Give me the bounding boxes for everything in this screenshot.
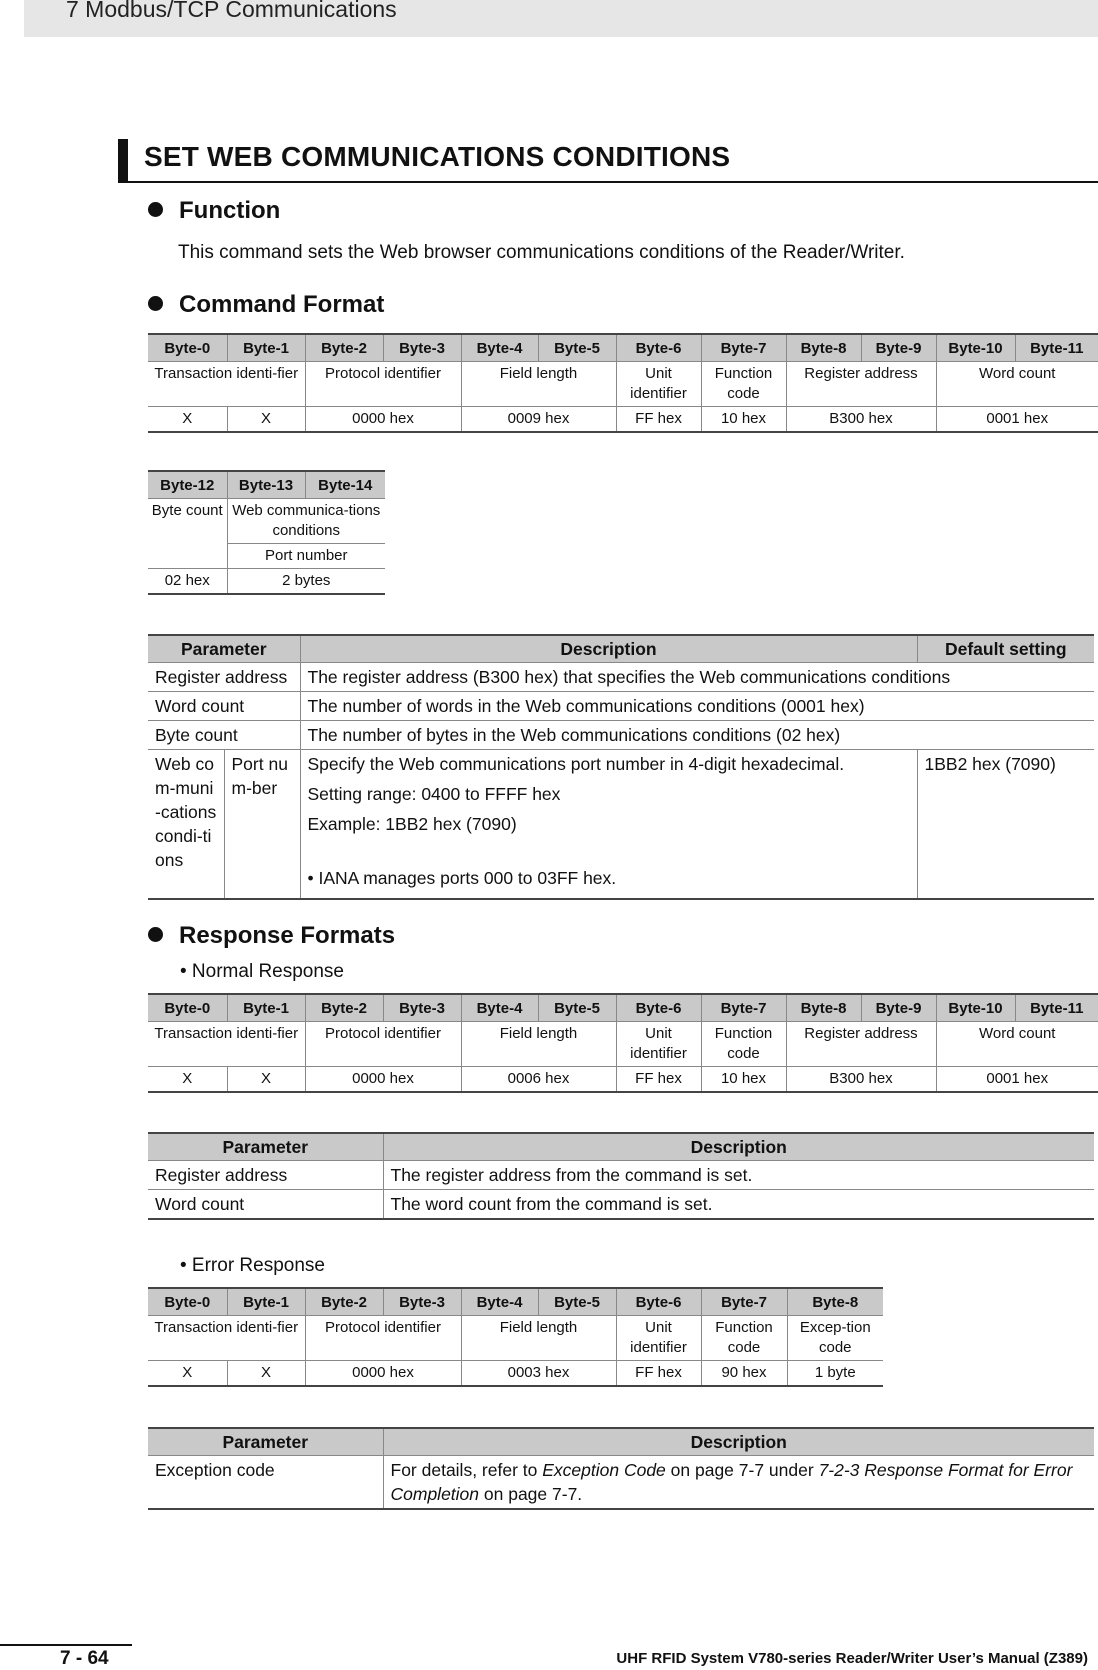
byte-header: Byte-10: [936, 334, 1015, 362]
field-value: 0003 hex: [461, 1361, 616, 1387]
field-label: Word count: [936, 362, 1098, 407]
field-value: 0009 hex: [461, 407, 616, 433]
field-label: Byte count: [148, 499, 227, 569]
section-marker: [118, 139, 128, 181]
field-value: FF hex: [616, 1361, 701, 1387]
field-label: Unit identifier: [616, 1316, 701, 1361]
field-value: 2 bytes: [227, 569, 385, 595]
field-value: 0006 hex: [461, 1067, 616, 1093]
byte-header: Byte-6: [616, 1288, 701, 1316]
port-note-line: • IANA manages ports 000 to 03FF hex.: [307, 868, 617, 888]
param-header: Description: [383, 1428, 1094, 1456]
field-value: B300 hex: [786, 407, 936, 433]
param-default: 1BB2 hex (7090): [917, 750, 1094, 900]
desc-text: on page 7-7 under: [665, 1460, 819, 1480]
field-label: Word count: [936, 1022, 1098, 1067]
normal-response-parameter-table: [148, 1132, 1094, 1220]
field-label: Function code: [701, 362, 786, 407]
param-description: [300, 750, 917, 900]
section-ref: 7-2-3 Response Format for Error Completion: [390, 1460, 1073, 1504]
param-name: Word count: [148, 692, 300, 721]
port-example-line: Example: 1BB2 hex (7090): [307, 814, 517, 834]
byte-header: Byte-4: [461, 334, 538, 362]
byte-header: Byte-0: [148, 994, 227, 1022]
error-response-parameter-table: [148, 1427, 1094, 1510]
byte-header: Byte-8: [787, 1288, 883, 1316]
field-label: Transaction identi-fier: [148, 1316, 305, 1361]
error-response-label: • Error Response: [180, 1255, 325, 1276]
param-description: The word count from the command is set.: [383, 1190, 1094, 1220]
field-value: 90 hex: [701, 1361, 787, 1387]
field-label: Protocol identifier: [305, 1022, 461, 1067]
function-heading: Function: [148, 197, 280, 225]
param-group: Web com-muni-cations condi-tions: [148, 750, 224, 900]
field-value: 02 hex: [148, 569, 227, 595]
field-value: 0000 hex: [305, 407, 461, 433]
param-header: Default setting: [917, 635, 1094, 663]
byte-header: Byte-13: [227, 471, 305, 499]
field-label: Protocol identifier: [305, 1316, 461, 1361]
field-label: Protocol identifier: [305, 362, 461, 407]
normal-response-byte-table: [148, 993, 1098, 1093]
param-name: Port num-ber: [224, 750, 300, 900]
field-value: 0001 hex: [936, 407, 1098, 433]
field-label: Register address: [786, 362, 936, 407]
field-value: X: [227, 1067, 305, 1093]
command-parameter-table: [148, 634, 1094, 900]
byte-header: Byte-4: [461, 1288, 538, 1316]
byte-header: Byte-7: [701, 994, 786, 1022]
param-name: Register address: [148, 663, 300, 692]
field-value: X: [227, 407, 305, 433]
field-label: Field length: [461, 362, 616, 407]
byte-header: Byte-14: [305, 471, 385, 499]
byte-header: Byte-0: [148, 334, 227, 362]
byte-header: Byte-7: [701, 1288, 787, 1316]
byte-header: Byte-10: [936, 994, 1015, 1022]
byte-header: Byte-5: [538, 994, 616, 1022]
field-label: Unit identifier: [616, 362, 701, 407]
byte-header: Byte-2: [305, 1288, 383, 1316]
byte-header: Byte-6: [616, 994, 701, 1022]
field-value: 10 hex: [701, 407, 786, 433]
param-header: Parameter: [148, 1133, 383, 1161]
field-value: FF hex: [616, 1067, 701, 1093]
response-formats-heading: Response Formats: [148, 922, 395, 950]
param-header: Parameter: [148, 635, 300, 663]
byte-header: Byte-11: [1015, 334, 1098, 362]
field-value: B300 hex: [786, 1067, 936, 1093]
field-value: X: [148, 1067, 227, 1093]
normal-response-label: • Normal Response: [180, 961, 344, 982]
byte-header: Byte-3: [383, 1288, 461, 1316]
field-value: X: [148, 1361, 227, 1387]
field-value: 0001 hex: [936, 1067, 1098, 1093]
command-format-heading: Command Format: [148, 291, 384, 319]
function-text: This command sets the Web browser communications conditions of the Reader/Writer.: [178, 242, 905, 263]
byte-header: Byte-9: [861, 334, 936, 362]
byte-header: Byte-5: [538, 1288, 616, 1316]
field-value: 0000 hex: [305, 1067, 461, 1093]
byte-header: Byte-1: [227, 994, 305, 1022]
footer-rule: [0, 1644, 132, 1646]
byte-header: Byte-12: [148, 471, 227, 499]
port-range-line: Setting range: 0400 to FFFF hex: [307, 784, 561, 804]
param-description: The register address (B300 hex) that specifies the Web communications conditions: [300, 663, 1094, 692]
byte-header: Byte-3: [383, 994, 461, 1022]
byte-header: Byte-2: [305, 994, 383, 1022]
byte-header: Byte-1: [227, 334, 305, 362]
param-name: Exception code: [148, 1456, 383, 1510]
desc-text: on page 7-7.: [479, 1484, 583, 1504]
field-label: Unit identifier: [616, 1022, 701, 1067]
field-label: Excep-tion code: [787, 1316, 883, 1361]
byte-header: Byte-6: [616, 334, 701, 362]
field-label: Function code: [701, 1022, 786, 1067]
param-name: Register address: [148, 1161, 383, 1190]
field-label: Transaction identi-fier: [148, 362, 305, 407]
chapter-header-bar: [24, 0, 1098, 37]
field-label: Port number: [227, 544, 385, 569]
byte-header: Byte-0: [148, 1288, 227, 1316]
field-value: 1 byte: [787, 1361, 883, 1387]
field-value: X: [227, 1361, 305, 1387]
field-label: Field length: [461, 1316, 616, 1361]
field-label: Transaction identi-fier: [148, 1022, 305, 1067]
param-description: [383, 1456, 1094, 1510]
byte-header: Byte-8: [786, 334, 861, 362]
page-number: 7 - 64: [60, 1648, 109, 1669]
byte-header: Byte-9: [861, 994, 936, 1022]
param-header: Description: [383, 1133, 1094, 1161]
param-header: Parameter: [148, 1428, 383, 1456]
section-title: SET WEB COMMUNICATIONS CONDITIONS: [144, 141, 731, 172]
command-byte-table-2: [148, 470, 385, 595]
field-label: Field length: [461, 1022, 616, 1067]
error-response-byte-table: [148, 1287, 883, 1387]
param-description: The number of bytes in the Web communications conditions (02 hex): [300, 721, 1094, 750]
port-desc-line: Specify the Web communications port number in 4-digit hexadecimal.: [307, 754, 845, 774]
field-label: Function code: [701, 1316, 787, 1361]
field-value: 0000 hex: [305, 1361, 461, 1387]
field-value: X: [148, 407, 227, 433]
param-description: The register address from the command is set.: [383, 1161, 1094, 1190]
byte-header: Byte-11: [1015, 994, 1098, 1022]
byte-header: Byte-3: [383, 334, 461, 362]
manual-title: UHF RFID System V780-series Reader/Writer User’s Manual (Z389): [616, 1650, 1088, 1667]
param-description: The number of words in the Web communications conditions (0001 hex): [300, 692, 1094, 721]
field-value: 10 hex: [701, 1067, 786, 1093]
chapter-title: 7 Modbus/TCP Communications: [66, 0, 397, 22]
param-name: Byte count: [148, 721, 300, 750]
byte-header: Byte-2: [305, 334, 383, 362]
command-byte-table: [148, 333, 1098, 433]
param-name: Word count: [148, 1190, 383, 1220]
section-heading: [118, 135, 1098, 183]
field-label: Register address: [786, 1022, 936, 1067]
byte-header: Byte-7: [701, 334, 786, 362]
field-value: FF hex: [616, 407, 701, 433]
exception-code-ref: Exception Code: [542, 1460, 666, 1480]
byte-header: Byte-1: [227, 1288, 305, 1316]
byte-header: Byte-8: [786, 994, 861, 1022]
param-header: Description: [300, 635, 917, 663]
byte-header: Byte-5: [538, 334, 616, 362]
desc-text: For details, refer to: [390, 1460, 543, 1480]
byte-header: Byte-4: [461, 994, 538, 1022]
field-label: Web communica-tions conditions: [227, 499, 385, 544]
